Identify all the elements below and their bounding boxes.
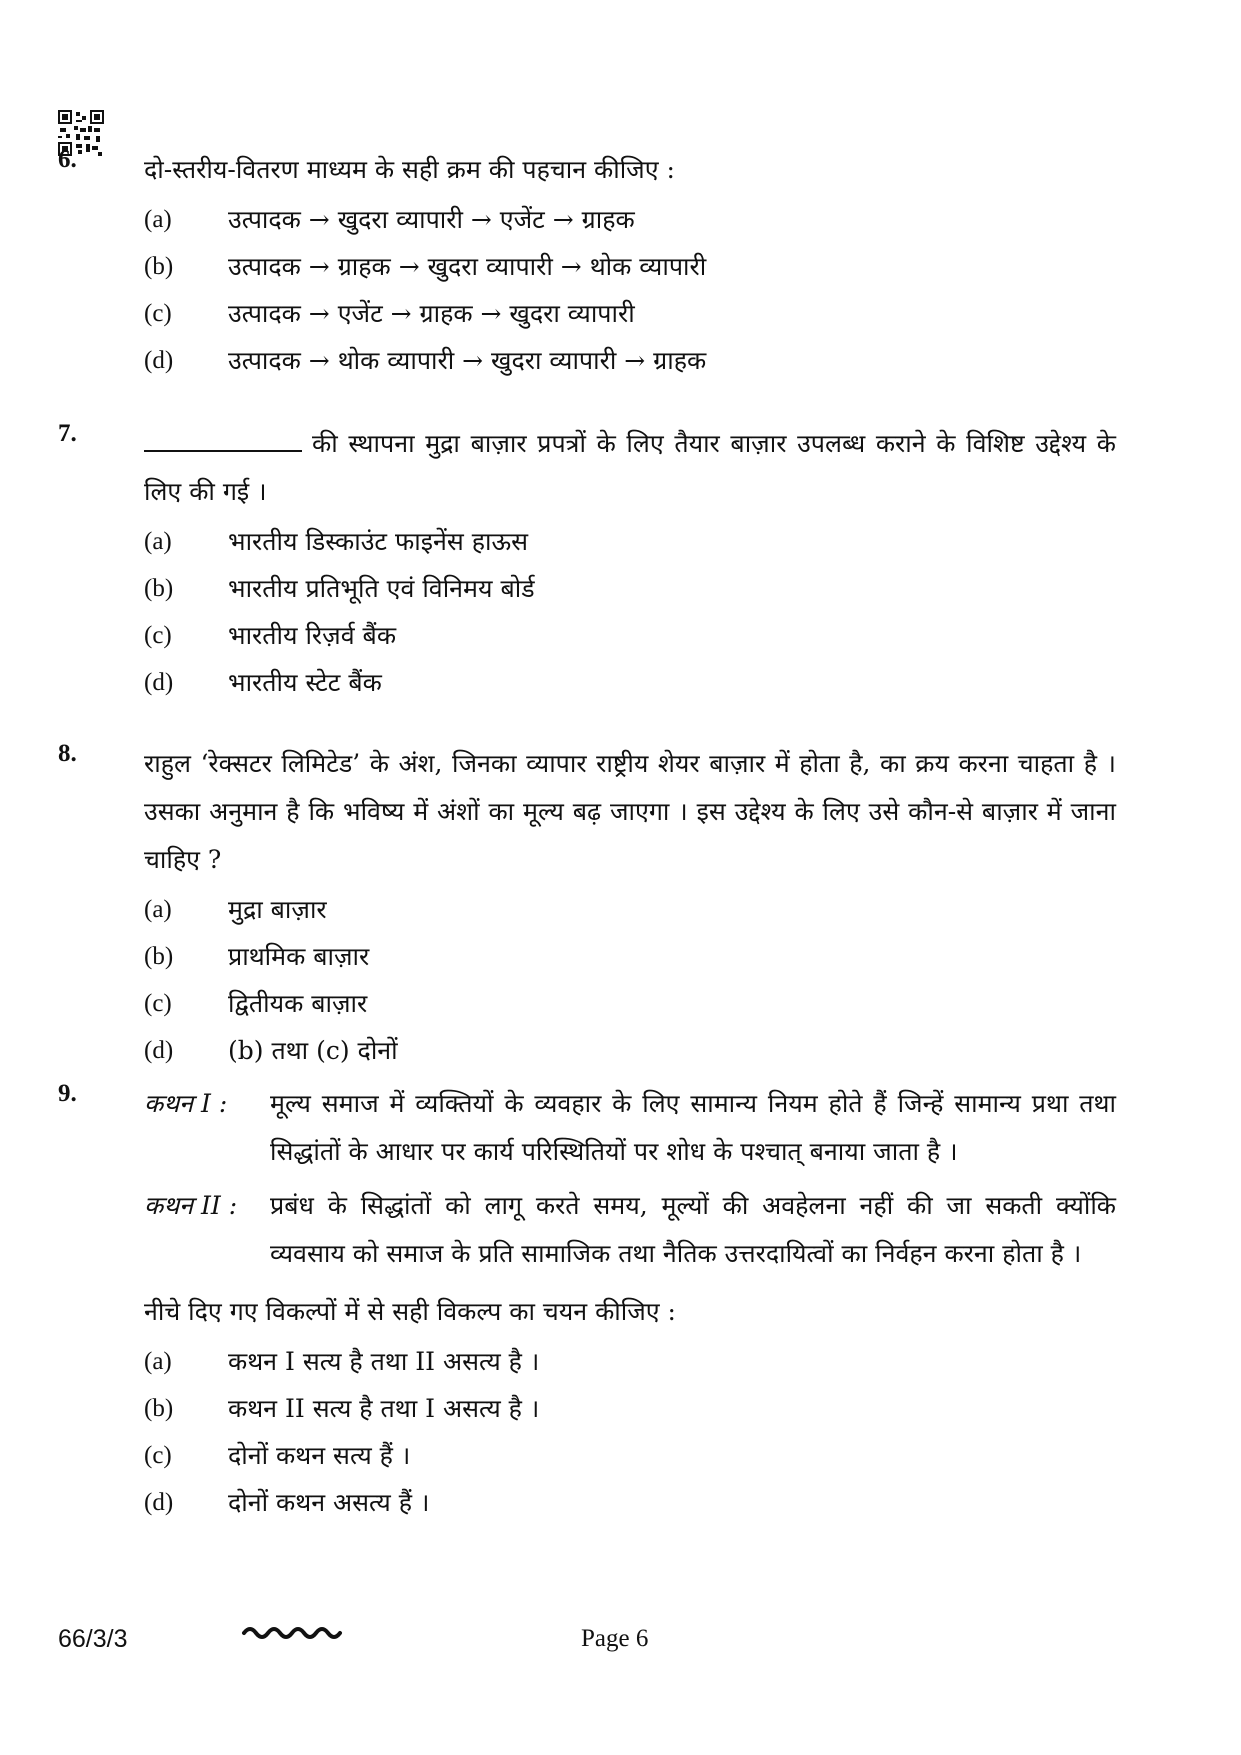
option-d[interactable]: [144, 659, 1116, 706]
option-label: (b): [144, 575, 174, 602]
option-c[interactable]: [144, 612, 1116, 659]
option-label: (a): [144, 896, 172, 923]
question-9: [58, 1080, 1116, 1526]
statement-label: कथन II :: [144, 1191, 238, 1220]
page-footer: [58, 1625, 1178, 1665]
option-c[interactable]: [144, 290, 1116, 337]
page-number: Page 6: [581, 1625, 649, 1652]
statement-1: [144, 1080, 1116, 1176]
option-b[interactable]: [144, 565, 1116, 612]
option-text: भारतीय स्टेट बैंक: [228, 668, 382, 697]
paper-code: 66/3/3: [58, 1625, 128, 1653]
statement-text: प्रबंध के सिद्धांतों को लागू करते समय, मूल्यों की अवहेलना नहीं की जा सकती क्योंकि व्यवसाय को समाज के प्रति सामाजिक तथा नैतिक उत्तरदायित्वों का निर्वहन करना होता है ।: [270, 1191, 1116, 1268]
tilde-ornament-icon: [240, 1617, 350, 1647]
option-text: भारतीय रिज़र्व बैंक: [228, 621, 397, 650]
option-c[interactable]: [144, 1432, 1116, 1479]
option-label: (d): [144, 669, 174, 696]
option-label: (d): [144, 1489, 174, 1516]
option-text: उत्पादक → ग्राहक → खुदरा व्यापारी → थोक व्यापारी: [228, 252, 707, 281]
option-b[interactable]: [144, 243, 1116, 290]
option-b[interactable]: [144, 1385, 1116, 1432]
option-label: (c): [144, 990, 172, 1017]
option-list: [144, 518, 1116, 706]
option-label: (a): [144, 206, 172, 233]
option-a[interactable]: [144, 518, 1116, 565]
option-label: (d): [144, 347, 174, 374]
statement-2: [144, 1182, 1116, 1278]
option-text: कथन I सत्य है तथा II असत्य है ।: [228, 1347, 540, 1376]
option-text: उत्पादक → खुदरा व्यापारी → एजेंट → ग्राहक: [228, 205, 635, 234]
option-label: (c): [144, 300, 172, 327]
question-7: [58, 420, 1116, 706]
option-text: द्वितीयक बाज़ार: [228, 989, 368, 1018]
question-stem: [144, 420, 1116, 516]
option-d[interactable]: [144, 1027, 1116, 1074]
question-number: 9.: [58, 1080, 77, 1107]
question-number: 7.: [58, 420, 77, 447]
option-text: (b) तथा (c) दोनों: [228, 1036, 398, 1065]
option-text: उत्पादक → थोक व्यापारी → खुदरा व्यापारी → ग्राहक: [228, 346, 707, 375]
option-text: दोनों कथन सत्य हैं ।: [228, 1441, 411, 1470]
option-label: (d): [144, 1037, 174, 1064]
option-label: (b): [144, 943, 174, 970]
option-text: उत्पादक → एजेंट → ग्राहक → खुदरा व्यापारी: [228, 299, 635, 328]
question-number: 6.: [58, 146, 77, 173]
option-list: [144, 886, 1116, 1074]
fill-in-blank: [144, 420, 302, 452]
question-stem: दो-स्तरीय-वितरण माध्यम के सही क्रम की पहचान कीजिए :: [144, 155, 675, 184]
option-label: (a): [144, 528, 172, 555]
option-d[interactable]: [144, 337, 1116, 384]
question-stem-text: की स्थापना मुद्रा बाज़ार प्रपत्रों के लिए तैयार बाज़ार उपलब्ध कराने के विशिष्ट उद्देश्य के लिए की गई ।: [144, 429, 1116, 506]
option-text: कथन II सत्य है तथा I असत्य है ।: [228, 1394, 540, 1423]
option-c[interactable]: [144, 980, 1116, 1027]
option-text: प्राथमिक बाज़ार: [228, 942, 370, 971]
option-a[interactable]: [144, 886, 1116, 933]
option-a[interactable]: [144, 196, 1116, 243]
option-text: मुद्रा बाज़ार: [228, 895, 327, 924]
question-stem: राहुल ‘रेक्सटर लिमिटेड’ के अंश, जिनका व्यापार राष्ट्रीय शेयर बाज़ार में होता है, का क्रय करना चाहता है । उसका अनुमान है कि भविष्य में अंशों का मूल्य बढ़ जाएगा । इस उद्देश्य के लिए उसे कौन-से बाज़ार में जाना चाहिए ?: [144, 749, 1116, 874]
option-label: (a): [144, 1348, 172, 1375]
option-a[interactable]: [144, 1338, 1116, 1385]
option-text: भारतीय प्रतिभूति एवं विनिमय बोर्ड: [228, 574, 535, 603]
question-instruction: नीचे दिए गए विकल्पों में से सही विकल्प का चयन कीजिए :: [144, 1297, 676, 1326]
option-b[interactable]: [144, 933, 1116, 980]
statement-text: मूल्य समाज में व्यक्तियों के व्यवहार के लिए सामान्य नियम होते हैं जिन्हें सामान्य प्रथा तथा सिद्धांतों के आधार पर कार्य परिस्थितियों पर शोध के पश्चात् बनाया जाता है ।: [270, 1089, 1116, 1166]
option-list: [144, 196, 1116, 384]
question-6: [58, 146, 1116, 384]
option-list: [144, 1338, 1116, 1526]
option-label: (c): [144, 622, 172, 649]
question-8: [58, 740, 1116, 1074]
option-label: (b): [144, 253, 174, 280]
option-label: (c): [144, 1442, 172, 1469]
option-d[interactable]: [144, 1479, 1116, 1526]
statement-label: कथन I :: [144, 1089, 228, 1118]
option-label: (b): [144, 1395, 174, 1422]
option-text: भारतीय डिस्काउंट फाइनेंस हाऊस: [228, 527, 528, 556]
option-text: दोनों कथन असत्य हैं ।: [228, 1488, 430, 1517]
question-number: 8.: [58, 740, 77, 767]
